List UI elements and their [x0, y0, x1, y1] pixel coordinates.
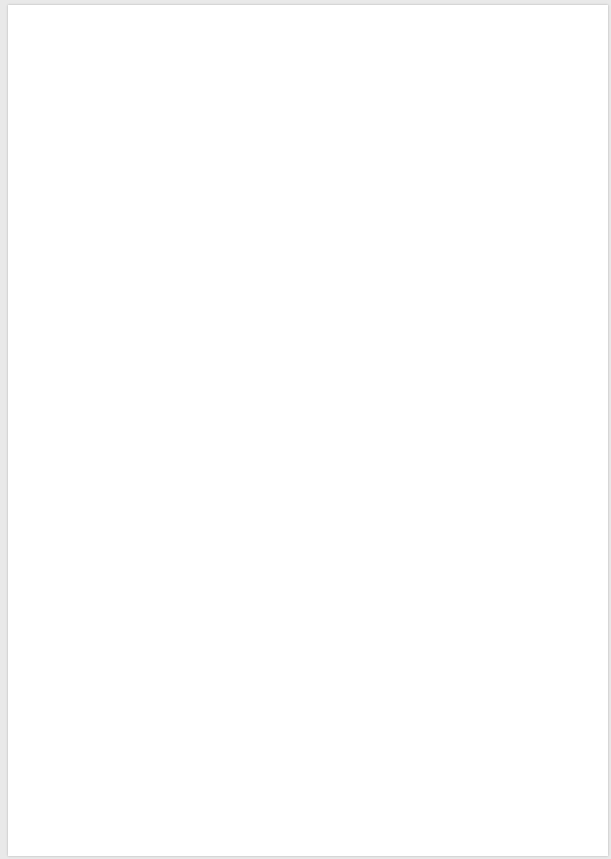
cash-label — [245, 303, 267, 315]
address-field[interactable] — [145, 199, 309, 235]
col-receipt-due — [317, 361, 353, 382]
slash-3 — [309, 314, 387, 342]
client-name-label — [72, 162, 145, 199]
slash-1 — [309, 258, 387, 289]
billing-date-label — [101, 235, 144, 289]
col-bill-settled — [424, 361, 462, 382]
col-receipt — [265, 342, 378, 361]
day-label — [293, 315, 305, 327]
document-title — [72, 104, 309, 162]
col-receipt-bill — [291, 361, 317, 382]
phone-label — [309, 199, 387, 235]
payment-date-label — [199, 235, 244, 289]
closing-date-label — [101, 289, 144, 342]
slash-2 — [309, 289, 387, 314]
payment-terms-label — [199, 289, 244, 342]
col-date — [72, 342, 106, 382]
document-page — [8, 5, 608, 856]
col-quantity — [172, 342, 196, 382]
payment-limit-label — [309, 235, 540, 258]
client-name-field[interactable] — [145, 162, 540, 199]
col-unit-price — [196, 342, 219, 382]
col-bill-unsettled — [462, 361, 511, 382]
col-receipt-cash — [265, 361, 291, 382]
percent-label — [293, 303, 305, 315]
bill-label — [245, 315, 267, 327]
address-label — [72, 199, 145, 235]
trade-terms-label — [72, 235, 101, 342]
col-bill-group — [424, 342, 511, 361]
col-amount — [219, 342, 242, 382]
col-product-code — [106, 342, 138, 382]
col-product-name — [138, 342, 172, 382]
col-ar-balance — [378, 342, 424, 382]
phone-field[interactable] — [387, 199, 540, 235]
col-receipt-offset — [353, 361, 378, 382]
col-total — [242, 342, 265, 382]
col-credit-balance — [511, 342, 540, 382]
